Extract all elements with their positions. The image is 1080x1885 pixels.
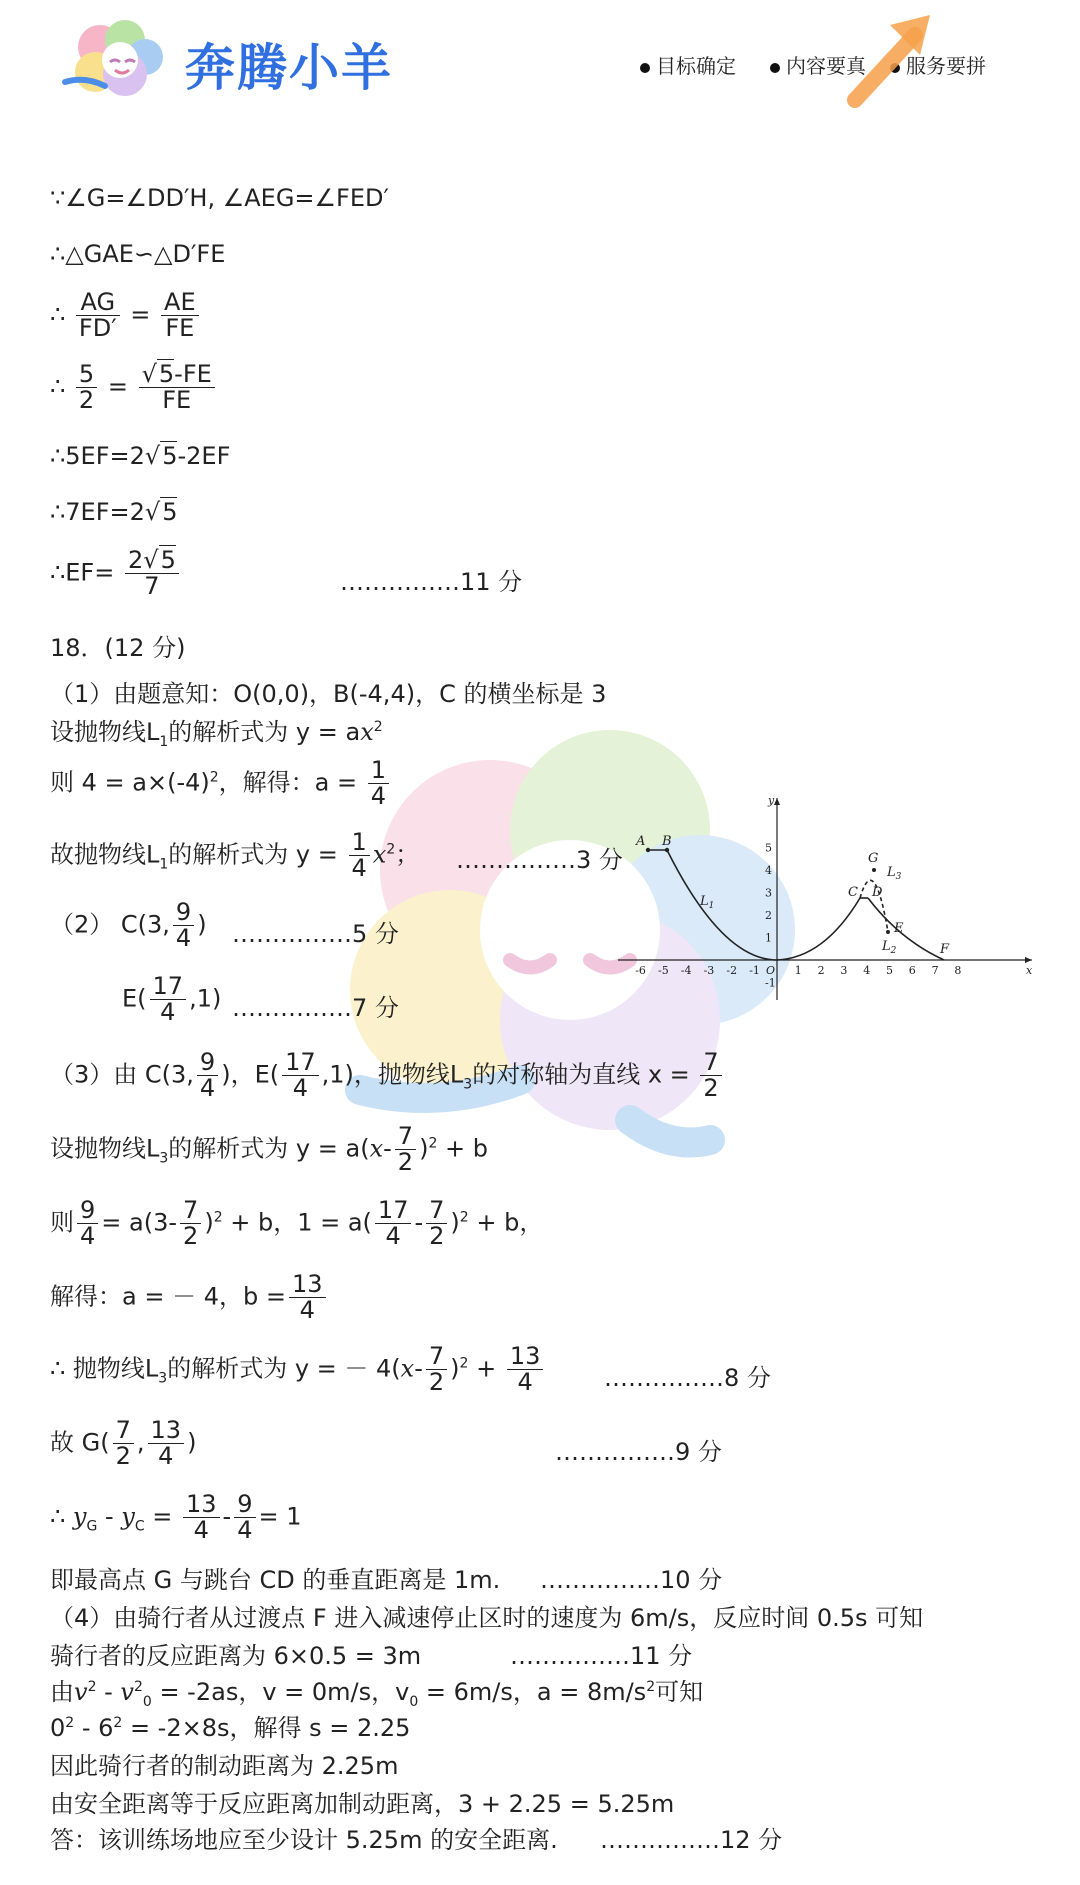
y-tick-label: y (768, 794, 775, 807)
x-tick-label: O (766, 964, 776, 977)
part1-solve: 则 $4 = a\times(-4)^2$，解得：a = $\frac{1}{4}$ (50, 758, 392, 809)
point-a (646, 848, 650, 852)
y-tick-label: 1 (765, 931, 772, 945)
score-8: ……………8 分 (604, 1364, 771, 1392)
y-tick-label: 4 (765, 864, 772, 877)
brand-name: 奔腾小羊 (185, 39, 393, 97)
part1-result: 故抛物线$L_1$的解析式为 y = $\frac{1}{4}$ $x^2$； (50, 828, 420, 883)
curve-l1 (667, 850, 777, 960)
part3-g: 故 G( $\frac{7}{2}$ , $\frac{13}{4}$ ) (50, 1416, 197, 1471)
part4-given: （4）由骑行者从过渡点 F 进入减速停止区时的速度为 6m/s，反应时间 0.5s 可知 (50, 1604, 924, 1632)
part4-solve: $0^2 - 6^2 = -2\times 8s$，解得 s = 2.25 (50, 1714, 411, 1742)
label-l1: $L_1$ (700, 894, 715, 911)
part2-c: （2） C(3, $\frac{9}{4}$ ) (50, 898, 207, 953)
x-tick-label: 5 (886, 964, 893, 977)
label-b: B (662, 834, 672, 849)
x-tick-label: 4 (863, 964, 871, 977)
x-tick-label: -1 (749, 964, 760, 977)
x-tick-label: -4 (680, 964, 692, 977)
step-similar: ∴△GAE∽△D′FE (50, 240, 226, 268)
x-tick-label: 6 (908, 964, 916, 977)
score-12: ……………12 分 (600, 1826, 783, 1854)
part1-given: （1）由题意知：O(0,0)，B(-4,4)，C 的横坐标是 3 (50, 680, 607, 708)
part3-l3-result: ∴ 抛物线$L_3$的解析式为 y = － 4(x- $\frac{7}{2}$ )$^2$ + $\frac{13}{4}$ (50, 1344, 546, 1395)
part2-e: E( $\frac{17}{4}$ ,1) (122, 972, 222, 1027)
y-axis-arrow-icon (774, 798, 780, 805)
part4-braking: 因此骑行者的制动距离为 2.25m (50, 1752, 399, 1780)
bullet-icon (640, 63, 650, 73)
step-substitute: ∴ $\frac{5}{2}$ = $\frac{√5-FE}{FE}$ (50, 362, 218, 413)
y-tick-label: -1 (765, 976, 776, 990)
score-11b: ……………11 分 (510, 1642, 693, 1670)
bullet-icon (770, 63, 780, 73)
part3-assume: 设抛物线$L_3$的解析式为 y = a(x- $\frac{7}{2}$ )$^2$ + b (50, 1122, 488, 1177)
x-tick-label: x (1026, 964, 1033, 977)
y-tick-label: 5 (765, 841, 772, 855)
score-5: ……………5 分 (232, 920, 399, 948)
nav-item-service: 服务要拼 (890, 50, 986, 79)
x-tick-label: -2 (726, 964, 738, 977)
part3-solved: 解得：a = － 4，b = $\frac{13}{4}$ (50, 1272, 329, 1323)
part4-safe-distance: 由安全距离等于反应距离加制动距离，3 + 2.25 = 5.25m (50, 1790, 675, 1818)
arrow-decoration-icon (840, 5, 950, 115)
x-tick-label: -5 (658, 964, 669, 977)
label-d: D (872, 885, 883, 900)
x-tick-label: -6 (635, 964, 646, 977)
part4-answer: 答：该训练场地应至少设计 5.25m 的安全距离. (50, 1826, 558, 1854)
point-e (886, 930, 890, 934)
score-3: ……………3 分 (456, 846, 623, 874)
step-ratio: ∴ $\frac{AG}{FD'}$ = $\frac{AE}{FE}$ (50, 290, 202, 341)
curve-l2-left (777, 898, 860, 960)
curve-l2-right (868, 898, 944, 960)
step-5ef: ∴5EF=2√5-2EF (50, 442, 231, 470)
point-g (872, 868, 876, 872)
x-axis-arrow-icon (1025, 957, 1032, 963)
x-tick-label: 2 (817, 964, 825, 977)
label-f: F (940, 942, 950, 957)
part1-assume: 设抛物线$L_1$的解析式为 $y = ax^2$ (50, 718, 383, 750)
brand-logo-icon (60, 12, 180, 112)
score-7: ……………7 分 (232, 994, 399, 1022)
score-10: ……………10 分 (540, 1566, 723, 1594)
part3-conclusion: 即最高点 G 与跳台 CD 的垂直距离是 1m. (50, 1566, 501, 1594)
step-7ef: ∴7EF=2√5 (50, 498, 178, 526)
part3-axis: （3）由 C(3, $\frac{9}{4}$ )，E( $\frac{17}{4}$ ,1)，抛物线$L_3$的对称轴为直线 x = $\frac{7}{2}$ (50, 1050, 725, 1101)
nav-item-goal: 目标确定 (640, 50, 736, 79)
nav-item-content: 内容要真 (770, 50, 866, 79)
x-tick-label: 7 (931, 964, 939, 977)
parabola-figure (600, 790, 1040, 1020)
label-l2: $L_2$ (882, 939, 897, 956)
step-angles: ∵∠G=∠DD′H, ∠AEG=∠FED′ (50, 184, 389, 212)
part4-reaction: 骑行者的反应距离为 6×0.5 = 3m (50, 1642, 422, 1670)
page-header (0, 0, 1080, 130)
x-tick-label: 3 (840, 964, 848, 977)
label-e: E (894, 921, 904, 936)
part4-formula: 由$v^2 - v^2_0 = -2as$，v = 0m/s，$v_0 = 6m/s$，$a = 8m/s^2$可知 (50, 1678, 704, 1710)
label-l3: $L_3$ (887, 865, 902, 882)
score-11: ……………11 分 (340, 568, 523, 596)
step-ef-result: ∴EF= $\frac{2√5}{7}$ (50, 548, 182, 599)
y-tick-label: 2 (765, 909, 772, 922)
part3-difference: ∴ $y_G - y_C$ = $\frac{13}{4}$ - $\frac{9}{4}$ = 1 (50, 1490, 302, 1545)
y-tick-label: 3 (765, 886, 772, 900)
question-18-title: 18．(12 分) (50, 634, 186, 662)
score-9: ……………9 分 (555, 1438, 722, 1466)
x-tick-label: -3 (703, 964, 715, 977)
label-a: A (636, 834, 646, 849)
label-g: G (868, 851, 879, 866)
label-c: C (848, 885, 858, 900)
x-tick-label: 8 (954, 964, 962, 977)
part3-equations: 则 $\frac{9}{4}$ = a(3- $\frac{7}{2}$ )$^2$ + b，1 = a( $\frac{17}{4}$ - $\frac{7}{2}$ )$^2$ + b， (50, 1196, 544, 1251)
x-tick-label: 1 (794, 964, 802, 977)
